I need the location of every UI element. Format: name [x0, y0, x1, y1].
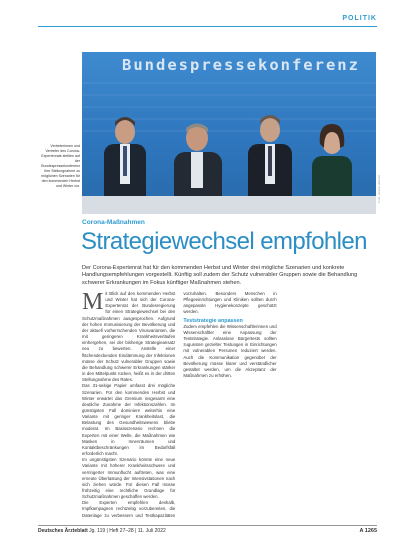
- body-paragraph: Im ungünstigsten Szenario könnte eine neue Variante mit höherer Krankheitsschwere und verringerter Immunflucht auftreten, was eine erneute Überlastung der Intensivstationen nach sich ziehen würde. Für diesen Fall müsse frühzeitig eine rechtliche Grundlage für Schutzmaßnahmen geschaffen werden.: [82, 457, 176, 500]
- article-subhead: Teststrategie anpassen: [183, 317, 243, 324]
- photo-banner-text: Bundespressekonferenz: [122, 56, 360, 74]
- issue-info: Jg. 119 | Heft 27–28 | 11. Juli 2022: [89, 528, 166, 534]
- body-paragraph: Zudem empfehlen die Wissenschaftlerinnen und Wissenschaftler eine Anpassung der Teststrategie. Anlasslose Bürgertests sollten zugunsten gezielter Testungen in Einrichtungen mit vulnerablen Personen reduziert werden. Auch die Kommunikation gegenüber der Bevölkerung müsse klarer und verständlicher gestaltet werden, um die Akzeptanz der Maßnahmen zu erhöhen.: [183, 323, 277, 379]
- article-lead: Der Corona-Expertenrat hat für den kommenden Herbst und Winter drei mögliche Szenarien und konkrete Handlungsempfehlungen vorgestellt. Künftig soll zudem der Schutz vulnerabler Gruppen sowie die Behandlung schwerer Erkrankungen im Fokus künftiger Maßnahmen stehen.: [82, 265, 358, 286]
- article-body: [82, 291, 378, 523]
- top-rule: [38, 26, 377, 27]
- publication-name: Deutsches Ärzteblatt: [38, 528, 88, 534]
- section-label: POLITIK: [342, 15, 377, 22]
- body-paragraph: Das 31-seitige Papier umfasst drei mögliche Szenarien. Für den kommenden Herbst und Winter erwartet das Gremium insgesamt eine deutliche Zunahme der Infektionszahlen. Im günstigsten Fall dominiere weiterhin eine Variante mit geringer Krankheitslast, die Belastung des Gesundheitswesens bliebe moderat. Im Basisszenario rechnen die Experten mit einer Welle, die Maßnahmen wie Masken in Innenräumen und Kontaktbeschränkungen im Bedarfsfall erforderlich macht.: [82, 383, 176, 457]
- body-paragraph: Die Experten empfehlen deshalb, Impfkampagnen rechtzeitig vorzubereiten, die Datenlage zu verbessern und Testkapazitäten vorzuhalten. Besonders Menschen in Pflegeeinrichtungen und Kliniken sollten durch angepasste Hygienekonzepte geschützt werden.: [82, 291, 277, 518]
- article-headline: Strategiewechsel empfohlen: [81, 228, 367, 255]
- page-number: A 1265: [359, 528, 377, 534]
- footer-publication: [38, 528, 166, 534]
- photo-caption: Vertreterinnen und Vertreter des Corona-Expertenrats stellten auf der Bundespressekonferenz ihre Stellungnahme zu möglichen Szenarien für den kommenden Herbst und Winter vor.: [41, 144, 80, 188]
- body-paragraph: [82, 291, 175, 383]
- article-photo: [82, 52, 376, 214]
- photo-credit: Foto: picture alliance: [377, 175, 381, 203]
- paragraph-text: it Blick auf den kommenden Herbst und Winter hat sich der Corona-Expertenrat der Bundesregierung für einen Strategiewechsel bei den Schutzmaßnahmen ausgesprochen. Aufgrund der hohen Immunisierung der Bevölkerung und der aktuell vorherrschenden Virusvarianten, die mit geringeren Krankheitsverläufen einhergehen, sei der bisherige Strategieansatz neu zu bewerten. Anstelle einer flächendeckenden Eindämmung der Infektionen müsse der Schutz vulnerabler Gruppen sowie die Behandlung schwerer Erkrankungen stärker in den Mittelpunkt rücken, heißt es in der dritten Stellungnahme des Rates.: [82, 291, 176, 383]
- bottom-rule: [38, 525, 377, 526]
- article-kicker: Corona-Maßnahmen: [82, 219, 145, 226]
- photo-people: [82, 52, 376, 214]
- drop-cap: M: [82, 289, 104, 315]
- press-desk: [82, 196, 376, 214]
